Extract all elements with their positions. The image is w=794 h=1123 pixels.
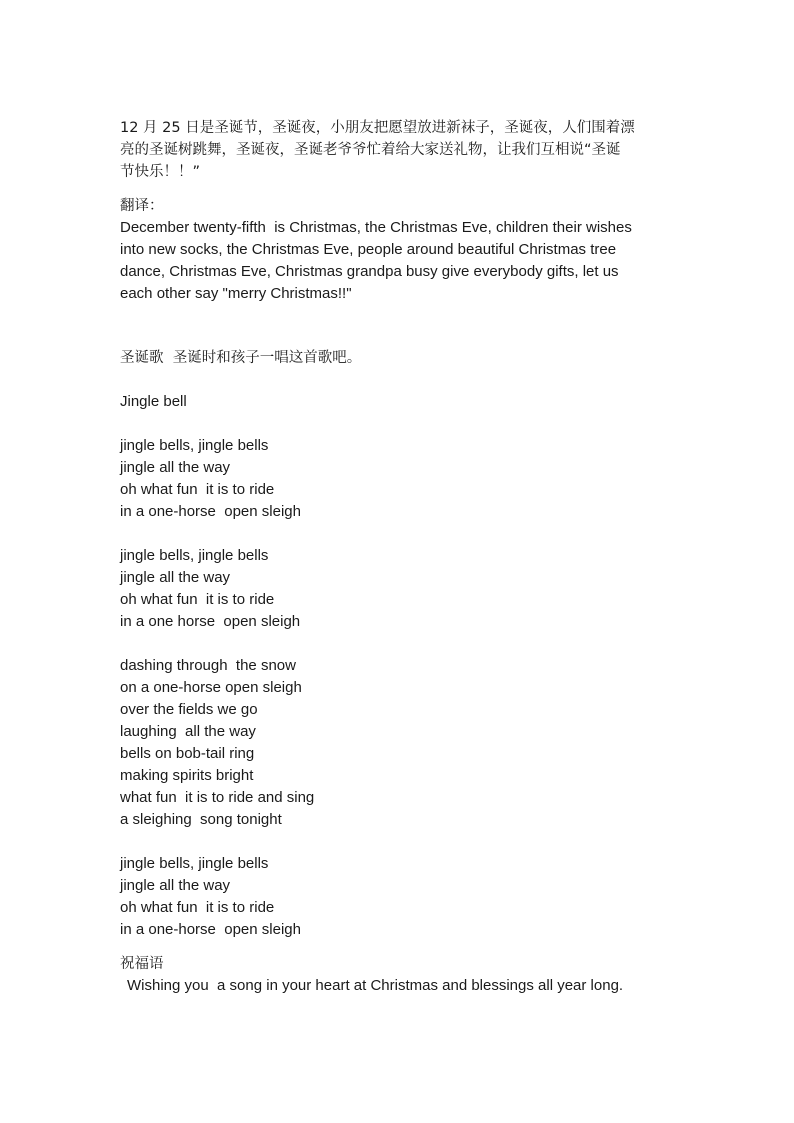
lyric-line: in a one horse open sleigh: [120, 613, 301, 630]
song-stanza-3: [120, 655, 680, 831]
lyric-line: oh what fun it is to ride: [120, 899, 275, 916]
translation-line: December twenty-fifth is Christmas, the Christmas Eve, children their wishes: [120, 219, 632, 236]
lyric-line: over the fields we go: [120, 701, 258, 718]
lyric-line: in a one-horse open sleigh: [120, 921, 301, 938]
song-stanza-4: [120, 853, 680, 941]
intro-line: 12 月 25 日是圣诞节，圣诞夜，小朋友把愿望放进新袜子，圣诞夜，人们围着漂: [120, 120, 635, 136]
blessing-heading: 祝福语: [120, 956, 164, 972]
blessing-section: [120, 953, 680, 997]
intro-line: 节快乐！！”: [120, 164, 201, 180]
translation-line: dance, Christmas Eve, Christmas grandpa busy give everybody gifts, let us: [120, 263, 619, 280]
lyric-line: jingle bells, jingle bells: [120, 855, 269, 872]
lyric-line: laughing all the way: [120, 723, 256, 740]
translation-heading: 翻译：: [120, 198, 164, 214]
song-title-text: Jingle bell: [120, 393, 187, 410]
lyric-line: oh what fun it is to ride: [120, 591, 275, 608]
lyric-line: jingle all the way: [120, 569, 231, 586]
lyric-line: making spirits bright: [120, 767, 254, 784]
lyric-line: jingle all the way: [120, 877, 231, 894]
song-intro: [120, 347, 680, 369]
lyric-line: jingle bells, jingle bells: [120, 437, 269, 454]
translation-line: into new socks, the Christmas Eve, people around beautiful Christmas tree: [120, 241, 617, 258]
song-intro-text: 圣诞歌 圣诞时和孩子一唱这首歌吧。: [120, 350, 362, 366]
song-stanza-2: [120, 545, 680, 633]
song-stanza-1: [120, 435, 680, 523]
lyric-line: bells on bob-tail ring: [120, 745, 255, 762]
lyric-line: dashing through the snow: [120, 657, 296, 674]
song-title: [120, 391, 680, 413]
intro-paragraph: [120, 117, 680, 183]
lyric-line: jingle bells, jingle bells: [120, 547, 269, 564]
document-page: [120, 117, 680, 997]
translation-section: [120, 195, 680, 305]
lyric-line: a sleighing song tonight: [120, 811, 282, 828]
lyric-line: jingle all the way: [120, 459, 231, 476]
translation-line: each other say "merry Christmas!!": [120, 285, 352, 302]
intro-line: 亮的圣诞树跳舞，圣诞夜，圣诞老爷爷忙着给大家送礼物，让我们互相说“圣诞: [120, 142, 621, 158]
lyric-line: oh what fun it is to ride: [120, 481, 275, 498]
lyric-line: what fun it is to ride and sing: [120, 789, 315, 806]
lyric-line: on a one-horse open sleigh: [120, 679, 302, 696]
blessing-text: Wishing you a song in your heart at Christmas and blessings all year long.: [127, 977, 624, 994]
lyric-line: in a one-horse open sleigh: [120, 503, 301, 520]
